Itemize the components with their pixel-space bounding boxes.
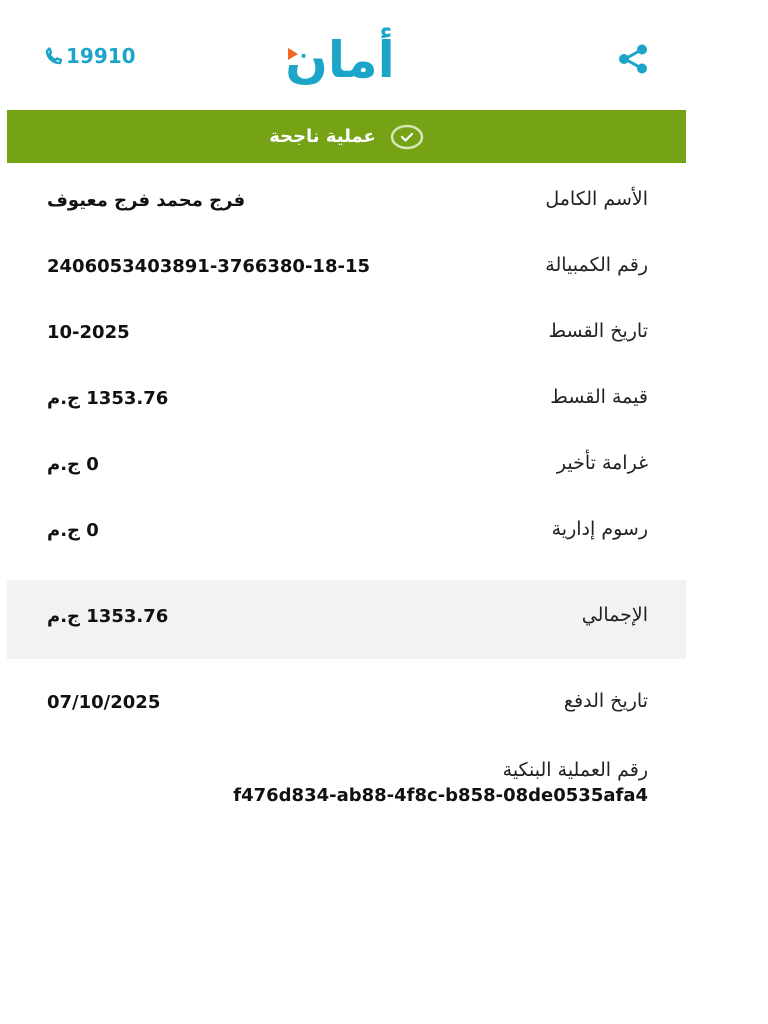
bill-number-value: 2406053403891-3766380-18-15 xyxy=(47,256,370,277)
payment-date-label: تاريخ الدفع xyxy=(563,690,648,712)
payment-date-value: 07/10/2025 xyxy=(47,692,161,713)
total-value: 1353.76 ج.م xyxy=(47,606,169,627)
status-text: عملية ناجحة xyxy=(269,126,376,147)
check-circle-icon xyxy=(390,124,424,150)
installment-date-value: 10-2025 xyxy=(47,322,130,343)
share-icon[interactable] xyxy=(617,44,649,74)
full-name-label: الأسم الكامل xyxy=(545,188,648,210)
admin-fee-label: رسوم إدارية xyxy=(551,518,648,540)
bank-ref-label: رقم العملية البنكية xyxy=(502,759,648,781)
admin-fee-value: 0 ج.م xyxy=(47,520,99,541)
logo-text: أمان xyxy=(285,31,395,89)
success-banner xyxy=(7,110,686,163)
late-fee-value: 0 ج.م xyxy=(47,454,99,475)
installment-date-label: تاريخ القسط xyxy=(548,320,648,342)
aman-logo xyxy=(270,28,410,92)
late-fee-label: غرامة تأخير xyxy=(556,452,648,474)
hotline-number: 19910 xyxy=(66,44,136,68)
bill-number-label: رقم الكمبيالة xyxy=(545,254,648,276)
full-name-value: فرج محمد فرج معيوف xyxy=(47,190,246,211)
hotline-button[interactable] xyxy=(44,44,136,68)
phone-icon xyxy=(44,47,64,65)
installment-amount-value: 1353.76 ج.م xyxy=(47,388,169,409)
bank-ref-value: f476d834-ab88-4f8c-b858-08de0535afa4 xyxy=(233,785,648,806)
total-label: الإجمالي xyxy=(581,604,648,626)
logo-accent-mark xyxy=(288,48,298,60)
app-header xyxy=(0,0,768,110)
installment-amount-label: قيمة القسط xyxy=(550,386,648,408)
